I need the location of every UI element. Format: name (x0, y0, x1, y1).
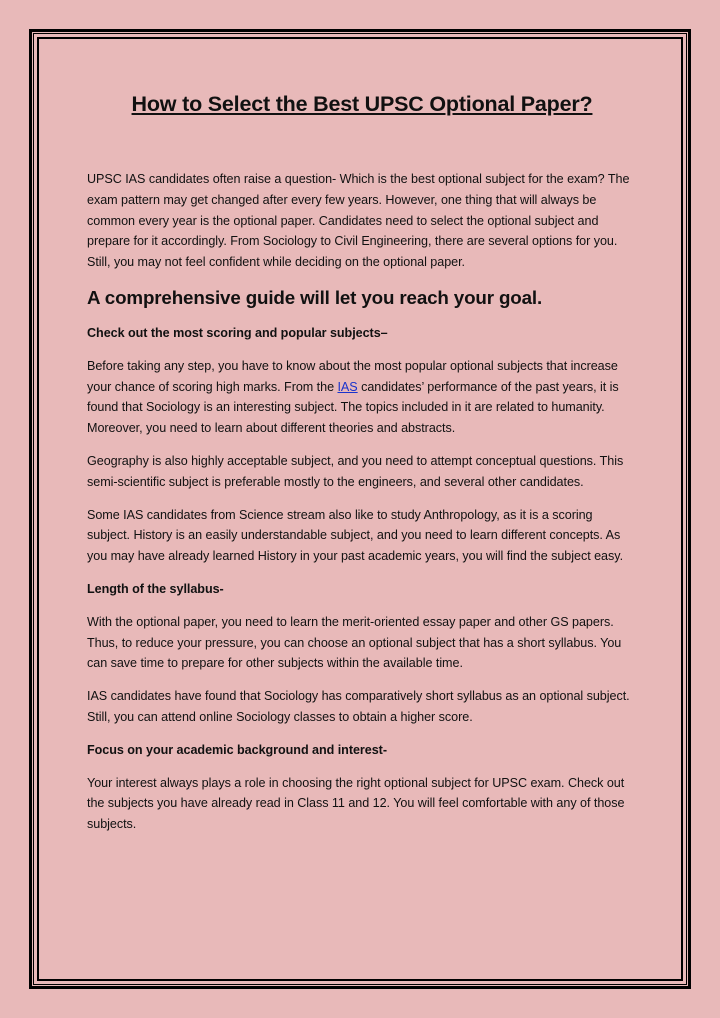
paragraph-geography: Geography is also highly acceptable subject, and you need to attempt conceptual questions. This semi-scientific subject is preferable mostly to the engineers, and several other candidates. (87, 453, 624, 489)
subheading-scoring-subjects: Check out the most scoring and popular subjects– (87, 325, 388, 340)
paragraph-optional-paper: With the optional paper, you need to learn the merit-oriented essay paper and other GS papers. Thus, to reduce your pressure, you can choose an optional subject that has a short syllabus. You can save time to prepare for other subjects within the available time. (87, 614, 622, 671)
document-body (87, 86, 637, 847)
subheading-academic-background: Focus on your academic background and interest- (87, 742, 387, 757)
paragraph-popular-subjects (87, 356, 637, 439)
ias-link[interactable]: IAS (337, 379, 358, 394)
intro-paragraph: UPSC IAS candidates often raise a question- Which is the best optional subject for the exam? The exam pattern may get changed after every few years. However, one thing that will always be common every year is the optional paper. Candidates need to select the optional subject and prepare for it accordingly. From Sociology to Civil Engineering, there are several options for you. Still, you may not feel confident while deciding on the optional paper. (87, 172, 630, 270)
paragraph-interest: Your interest always plays a role in choosing the right optional subject for UPSC exam. Check out the subjects you have already read in Class 11 and 12. You will feel comfortable with any of those subjects. (87, 775, 625, 832)
paragraph-text: candidates’ performance of the past years, it is found that Sociology is an interesting subject. The topics included in it are related to humanity. Moreover, you need to learn about different theories and abstracts. (87, 379, 619, 436)
paragraph-sociology-syllabus: IAS candidates have found that Sociology has comparatively short syllabus as an optional subject. Still, you can attend online Sociology classes to obtain a higher score. (87, 689, 630, 724)
subheading-syllabus-length: Length of the syllabus- (87, 581, 224, 596)
document-title: How to Select the Best UPSC Optional Paper? (131, 92, 593, 116)
paragraph-anthropology-history: Some IAS candidates from Science stream also like to study Anthropology, as it is a scoring subject. History is an easily understandable subject, and you need to learn different concepts. As you may have already learned History in your past academic years, you will find the subject easy. (87, 507, 624, 564)
section-heading: A comprehensive guide will let you reach your goal. (87, 286, 543, 308)
paragraph-text: Before taking any step, you have to know about the most popular optional subjects that increase your chance of scoring high marks. From the (87, 358, 618, 394)
